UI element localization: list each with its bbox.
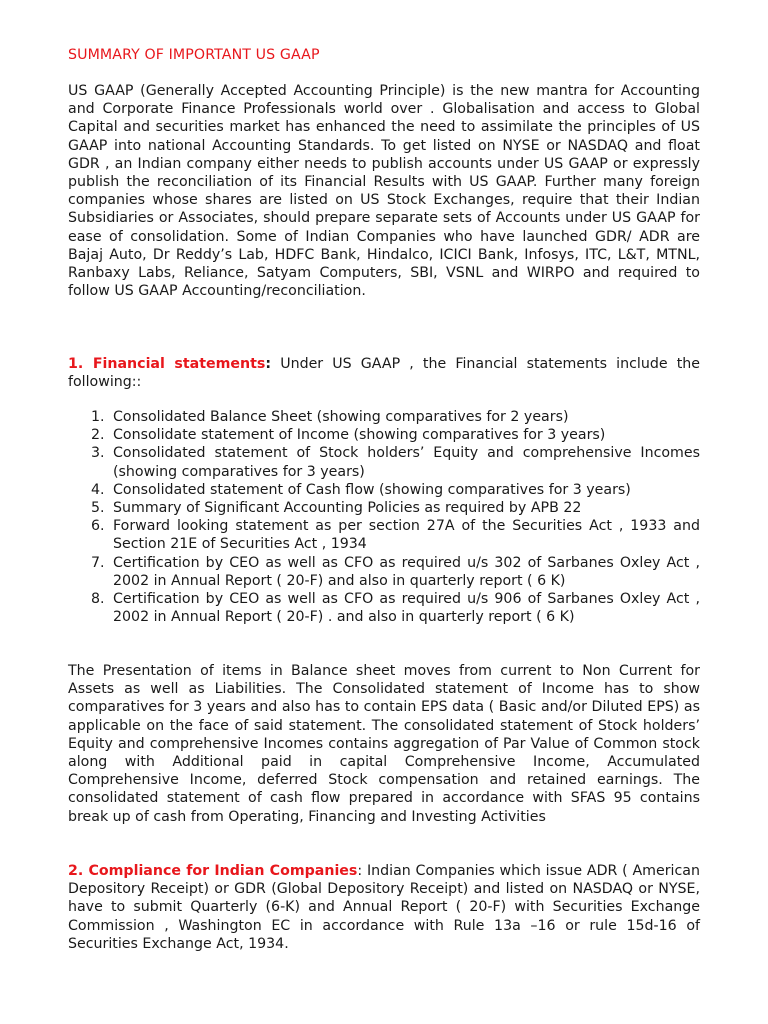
list-item-text: Certification by CEO as well as CFO as required u/s 906 of Sarbanes Oxley Act , 2002 in Annual Report ( 20-F) . and also in quarterly report ( 6 K) <box>113 591 700 626</box>
document-title: SUMMARY OF IMPORTANT US GAAP <box>68 47 320 63</box>
list-item <box>68 444 700 480</box>
list-item-number: 3. <box>91 445 105 462</box>
list-item-number: 7. <box>91 554 105 571</box>
section-1-heading: 1. Financial statements <box>68 356 266 372</box>
section-2-paragraph <box>68 862 700 953</box>
list-item <box>68 499 700 517</box>
list-item-number: 5. <box>91 500 105 517</box>
section-2-text: Indian Companies which issue ADR ( American Depository Receipt) or GDR (Global Depository Receipt) and listed on NASDAQ or NYSE, have to submit Quarterly (6-K) and Annual Report ( 20-F) with Securities Exchange Commission , Washington EC in accordance with Rule 13a –16 or rule 15d-16 of Securities Exchange Act, 1934. <box>68 863 700 952</box>
list-item-text: Consolidated statement of Cash flow (showing comparatives for 3 years) <box>113 481 631 498</box>
list-item-number: 2. <box>91 427 105 444</box>
section-1-paragraph <box>68 355 700 391</box>
list-item-text: Forward looking statement as per section 27A of the Securities Act , 1933 and Section 21E of Securities Act , 1934 <box>113 518 700 553</box>
section-1-text: Under US GAAP , the Financial statements include the following:: <box>68 356 700 391</box>
list-item <box>68 408 700 426</box>
list-item-number: 8. <box>91 591 105 608</box>
section-2-heading: 2. Compliance for Indian Companies <box>68 863 358 879</box>
section-2-colon: : <box>357 863 363 879</box>
list-item-number: 4. <box>91 481 105 498</box>
list-item-text: Consolidated statement of Stock holders’ Equity and comprehensive Incomes (showing comparatives for 3 years) <box>113 445 700 480</box>
list-item-text: Consolidate statement of Income (showing comparatives for 3 years) <box>113 427 606 444</box>
financial-statements-list <box>68 408 700 626</box>
list-item-text: Consolidated Balance Sheet (showing comparatives for 2 years) <box>113 409 569 425</box>
section-1-colon: : <box>265 356 272 372</box>
list-item-text: Summary of Significant Accounting Policies as required by APB 22 <box>113 500 582 517</box>
list-item-text: Certification by CEO as well as CFO as required u/s 302 of Sarbanes Oxley Act , 2002 in Annual Report ( 20-F) and also in quarterly report ( 6 K) <box>113 554 700 589</box>
list-item <box>68 554 700 590</box>
list-item <box>68 426 700 444</box>
presentation-paragraph: The Presentation of items in Balance sheet moves from current to Non Current for Assets as well as Liabilities. The Consolidated statement of Income has to show comparatives for 3 years and also has to contain EPS data ( Basic and/or Diluted EPS) as applicable on the face of said statement. The consolidated statement of Stock holders’ Equity and comprehensive Incomes contains aggregation of Par Value of Common stock along with Additional paid in capital Comprehensive Income, Accumulated Comprehensive Income, deferred Stock compensation and retained earnings. The consolidated statement of cash flow prepared in accordance with SFAS 95 contains break up of cash from Operating, Financing and Investing Activities <box>68 663 700 825</box>
list-item-number: 6. <box>91 518 105 535</box>
list-item <box>68 481 700 499</box>
list-item-number: 1. <box>91 409 105 425</box>
list-item <box>68 517 700 553</box>
intro-paragraph: US GAAP (Generally Accepted Accounting Principle) is the new mantra for Accounting and Corporate Finance Professionals world over . Globalisation and access to Global Capital and securities market has enhanced the need to assimilate the principles of US GAAP into national Accounting Standards. To get listed on NYSE or NASDAQ and float GDR , an Indian company either needs to publish accounts under US GAAP or expressly publish the reconciliation of its Financial Results with US GAAP. Further many foreign companies whose shares are listed on US Stock Exchanges, require that their Indian Subsidiaries or Associates, should prepare separate sets of Accounts under US GAAP for ease of consolidation. Some of Indian Companies who have launched GDR/ ADR are Bajaj Auto, Dr Reddy’s Lab, HDFC Bank, Hindalco, ICICI Bank, Infosys, ITC, L&T, MTNL, Ranbaxy Labs, Reliance, Satyam Computers, SBI, VSNL and WIRPO and required to follow US GAAP Accounting/reconciliation. <box>68 83 700 300</box>
list-item <box>68 590 700 626</box>
